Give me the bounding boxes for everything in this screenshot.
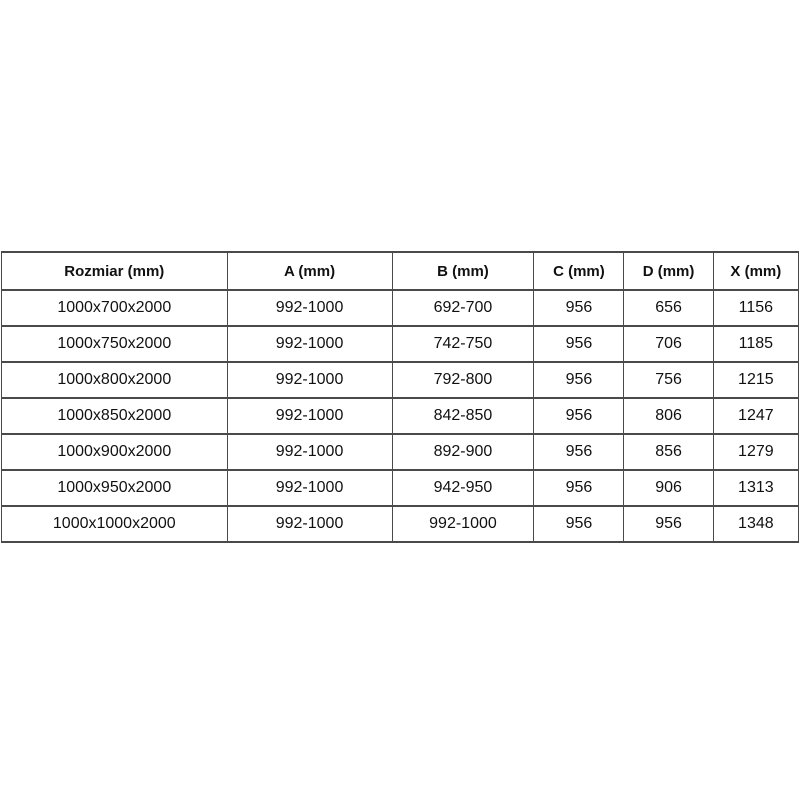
table-cell-a: 992-1000 [227,470,392,506]
table-cell-a: 992-1000 [227,434,392,470]
column-header-d: D (mm) [624,252,713,290]
table-row [2,398,799,434]
table-cell-x: 1247 [713,398,798,434]
table-cell-rozmiar: 1000x950x2000 [2,470,228,506]
table-cell-d: 706 [624,326,713,362]
column-header-x: X (mm) [713,252,798,290]
table-cell-d: 806 [624,398,713,434]
column-header-b: B (mm) [392,252,534,290]
table-cell-x: 1348 [713,506,798,542]
column-header-rozmiar: Rozmiar (mm) [2,252,228,290]
table-cell-a: 992-1000 [227,290,392,326]
table-cell-x: 1279 [713,434,798,470]
table-cell-a: 992-1000 [227,326,392,362]
table-cell-rozmiar: 1000x750x2000 [2,326,228,362]
table-row [2,470,799,506]
table-cell-b: 842-850 [392,398,534,434]
table-row [2,326,799,362]
table-cell-rozmiar: 1000x900x2000 [2,434,228,470]
table-cell-b: 692-700 [392,290,534,326]
table-cell-d: 756 [624,362,713,398]
table-cell-rozmiar: 1000x850x2000 [2,398,228,434]
table-cell-b: 742-750 [392,326,534,362]
dimensions-table [1,251,799,543]
table-cell-x: 1215 [713,362,798,398]
table-row [2,506,799,542]
table-cell-d: 906 [624,470,713,506]
table-cell-d: 856 [624,434,713,470]
table-cell-rozmiar: 1000x700x2000 [2,290,228,326]
table-row [2,434,799,470]
table-cell-c: 956 [534,362,624,398]
table-cell-x: 1313 [713,470,798,506]
table-cell-rozmiar: 1000x1000x2000 [2,506,228,542]
table-cell-rozmiar: 1000x800x2000 [2,362,228,398]
column-header-c: C (mm) [534,252,624,290]
header-row [2,252,799,290]
table-cell-c: 956 [534,434,624,470]
table-row [2,290,799,326]
table-cell-b: 792-800 [392,362,534,398]
table-cell-b: 992-1000 [392,506,534,542]
table-cell-b: 942-950 [392,470,534,506]
table-cell-a: 992-1000 [227,398,392,434]
table-cell-d: 956 [624,506,713,542]
table-cell-c: 956 [534,398,624,434]
table-cell-x: 1185 [713,326,798,362]
table-cell-x: 1156 [713,290,798,326]
table-cell-b: 892-900 [392,434,534,470]
column-header-a: A (mm) [227,252,392,290]
table-cell-c: 956 [534,470,624,506]
table-cell-d: 656 [624,290,713,326]
table-cell-c: 956 [534,506,624,542]
table-cell-c: 956 [534,290,624,326]
table-cell-a: 992-1000 [227,362,392,398]
table-cell-c: 956 [534,326,624,362]
table-cell-a: 992-1000 [227,506,392,542]
table-row [2,362,799,398]
